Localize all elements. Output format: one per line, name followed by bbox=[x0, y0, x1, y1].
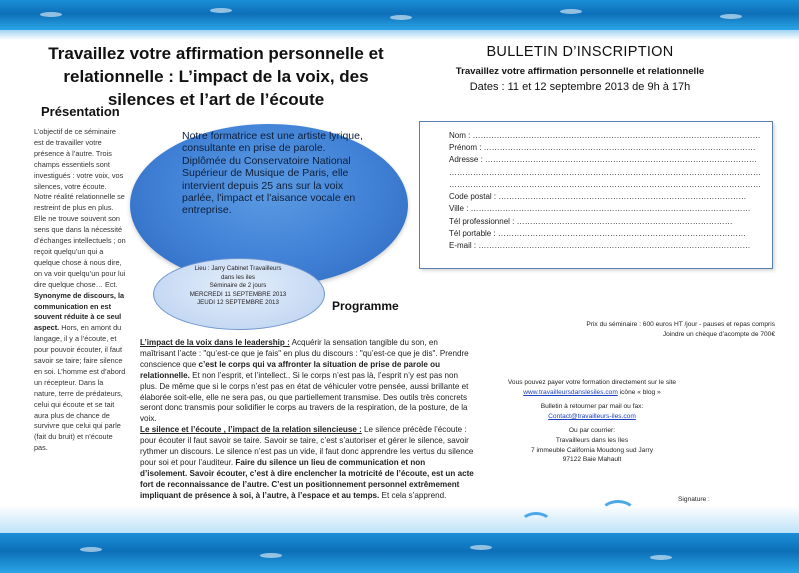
location-line-3: Séminaire de 2 jours bbox=[209, 282, 267, 290]
payment-line-4: Ou par courrier: bbox=[568, 427, 616, 435]
form-field-code-postal[interactable]: Code postal : ………………………………………………………………………………… bbox=[449, 192, 747, 201]
top-water-band bbox=[0, 0, 799, 30]
trainer-bubble-text: Notre formatrice est une artiste lyrique, consultante en prise de parole. Diplômée du Conservatoire National Supérieur de Musique de Paris, elle intervient depuis 25 ans sur la voix parlée, l'impact et l'aisance vocale en entreprise. bbox=[182, 130, 363, 217]
pricing-info bbox=[470, 320, 775, 339]
form-field-tel-portable[interactable]: Tél portable : ………………………………………………………………………………… bbox=[449, 229, 746, 238]
payment-line-5: Travailleurs dans les Iles bbox=[555, 436, 629, 444]
programme-p2-bold: Faire du silence un lieu de communication et non d’isolement. Savoir écouter, c’est à dire enclencher la motricité de l’écoute, est un acte fort de reconnaissance de l’autre. C’est un positionnement personnel extrêmement impliquant de présence à soi, à l’autre, à l’espace et au temps. bbox=[140, 457, 474, 500]
programme-p1-bold: c’est le corps qui va affronter la situation de prise de parole ou relationnelle. bbox=[140, 359, 441, 380]
pricing-line-1: Prix du séminaire : 600 euros HT /jour - pauses et repas compris bbox=[586, 321, 775, 328]
programme-p1-heading: L’impact de la voix dans le leadership : bbox=[140, 338, 290, 347]
form-field-adresse-3[interactable]: ……………………………………………………………………………………………………… bbox=[449, 180, 761, 189]
location-line-1: Lieu : Jarry Cabinet Travailleurs bbox=[194, 265, 282, 272]
bottom-water-band bbox=[0, 533, 799, 573]
bulletin-dates: Dates : 11 et 12 septembre 2013 de 9h à 17h bbox=[469, 81, 691, 93]
payment-line-1: Vous pouvez payer votre formation directement sur le site bbox=[507, 379, 677, 386]
presentation-text-part1: L’objectif de ce séminaire est de travailler votre présence à l’autre. Trois champs essentiels sont investigués : votre voix, vos silences, votre écoute. Notre réalité relationnelle se restreint de plus en plus. Elle ne trouve souvent son sens que dans la nécessité d’échanges intellectuels ; on reçoit quelqu’un qui a quelque chose à nous dire, on va voir quelqu’un pour lui dire quelque chose… Ect. bbox=[34, 127, 126, 289]
email-link[interactable]: Contact@travailleurs-iles.com bbox=[548, 412, 636, 420]
presentation-heading: Présentation bbox=[41, 104, 120, 119]
programme-p2-text1: Le silence précède l’écoute : pour écouter il faut savoir se taire. Savoir se taire, c’est s’autoriser et gérer le silence, savoir rythmer un discours. Le silence n’est pas un vide, il faut donc apprendre les vertus du silence pour soi et pour l’auditeur. bbox=[140, 425, 474, 467]
payment-info bbox=[486, 378, 698, 465]
location-line-5: JEUDI 12 SEPTEMBRE 2013 bbox=[197, 299, 279, 307]
programme-p1-text1: Acquérir la sensation tangible du son, en maîtrisant l’acte : "qu’est-ce que je fais" en plus du discours : "qu’est-ce que je dis". Prendre conscience que bbox=[140, 338, 469, 369]
payment-line-7: 97122 Baie Mahault bbox=[562, 456, 622, 464]
location-line-2: dans les iles bbox=[220, 273, 256, 281]
swirl-decoration-2 bbox=[520, 512, 552, 534]
top-band-fade bbox=[0, 30, 799, 40]
presentation-text-part2: Hors, en amont du langage, il y a l’écoute, et pour pouvoir écouter, il faut savoir se taire; faire silence en soi. L’homme est d’abord un récepteur. Dans la nature, terre de prédateurs, celui qui écoute et se tait aura plus de chance de survivre que celui qui parle (fait du bruit) et n’écoute pas. bbox=[34, 323, 126, 453]
form-field-ville[interactable]: Ville : …………………………………………………………………………………………… bbox=[449, 204, 751, 213]
presentation-text bbox=[34, 127, 126, 454]
bottom-band-fade bbox=[0, 505, 799, 533]
payment-line-3: Bulletin à retourner par mail ou fax: bbox=[540, 403, 644, 411]
form-field-prenom[interactable]: Prénom : ………………………………………………………………………………………… bbox=[449, 143, 756, 152]
programme-p1-text2: Et non l’esprit, et l’intellect.. Si le corps n’est pas là, l’esprit n’y est pas non plus. De même que si le corps n’est pas en état de véhiculer votre pensée, aussi brillante et élaborée soit-elle, elle ne sera pas, ou que partiellement transmise. Des outils très concrets seront donc transmis pour solidifier le corps au travers de la respiration, de la posture, de la voix. bbox=[140, 370, 469, 424]
form-field-nom[interactable]: Nom : ……………………………………………………………………………………………… bbox=[449, 131, 761, 140]
payment-line-2-suffix: icône « blog » bbox=[617, 388, 661, 396]
bulletin-subtitle: Travaillez votre affirmation personnelle et relationnelle bbox=[455, 66, 705, 77]
website-link[interactable]: www.travailleursdanslesiles.com bbox=[523, 388, 618, 396]
form-field-email[interactable]: E-mail : ………………………………………………………………………………………… bbox=[449, 241, 751, 250]
pricing-line-2: Joindre un chèque d’acompte de 700€ bbox=[662, 330, 775, 338]
registration-form bbox=[419, 121, 773, 269]
payment-line-6: 7 immeuble California Moudong sud Jarry bbox=[530, 446, 654, 454]
location-bubble-text bbox=[163, 265, 313, 308]
form-field-adresse-2[interactable]: ……………………………………………………………………………………………………… bbox=[449, 168, 761, 177]
programme-text bbox=[140, 338, 474, 502]
form-field-adresse[interactable]: Adresse : ………………………………………………………………………………………… bbox=[449, 155, 758, 164]
main-title: Travaillez votre affirmation personnelle et relationnelle : L’impact de la voix, des silences et l’art de l’écoute bbox=[48, 44, 384, 109]
payment-line-2 bbox=[486, 388, 698, 398]
location-line-4: MERCREDI 11 SEPTEMBRE 2013 bbox=[189, 290, 287, 298]
bulletin-title: BULLETIN D’INSCRIPTION bbox=[486, 44, 674, 60]
presentation-text-bold: Synonyme de discours, la communication en est souvent réduite à ce seul aspect. bbox=[34, 290, 125, 333]
programme-heading: Programme bbox=[332, 299, 399, 313]
programme-p2-heading: Le silence et l’écoute , l’impact de la relation silencieuse : bbox=[140, 425, 362, 435]
swirl-decoration-1 bbox=[600, 500, 636, 526]
signature-label: Signature : bbox=[678, 496, 710, 503]
form-field-tel-pro[interactable]: Tél professionnel : ……………………………………………………………………… bbox=[449, 217, 733, 226]
programme-p2-text2: Et cela s’apprend. bbox=[379, 490, 447, 500]
